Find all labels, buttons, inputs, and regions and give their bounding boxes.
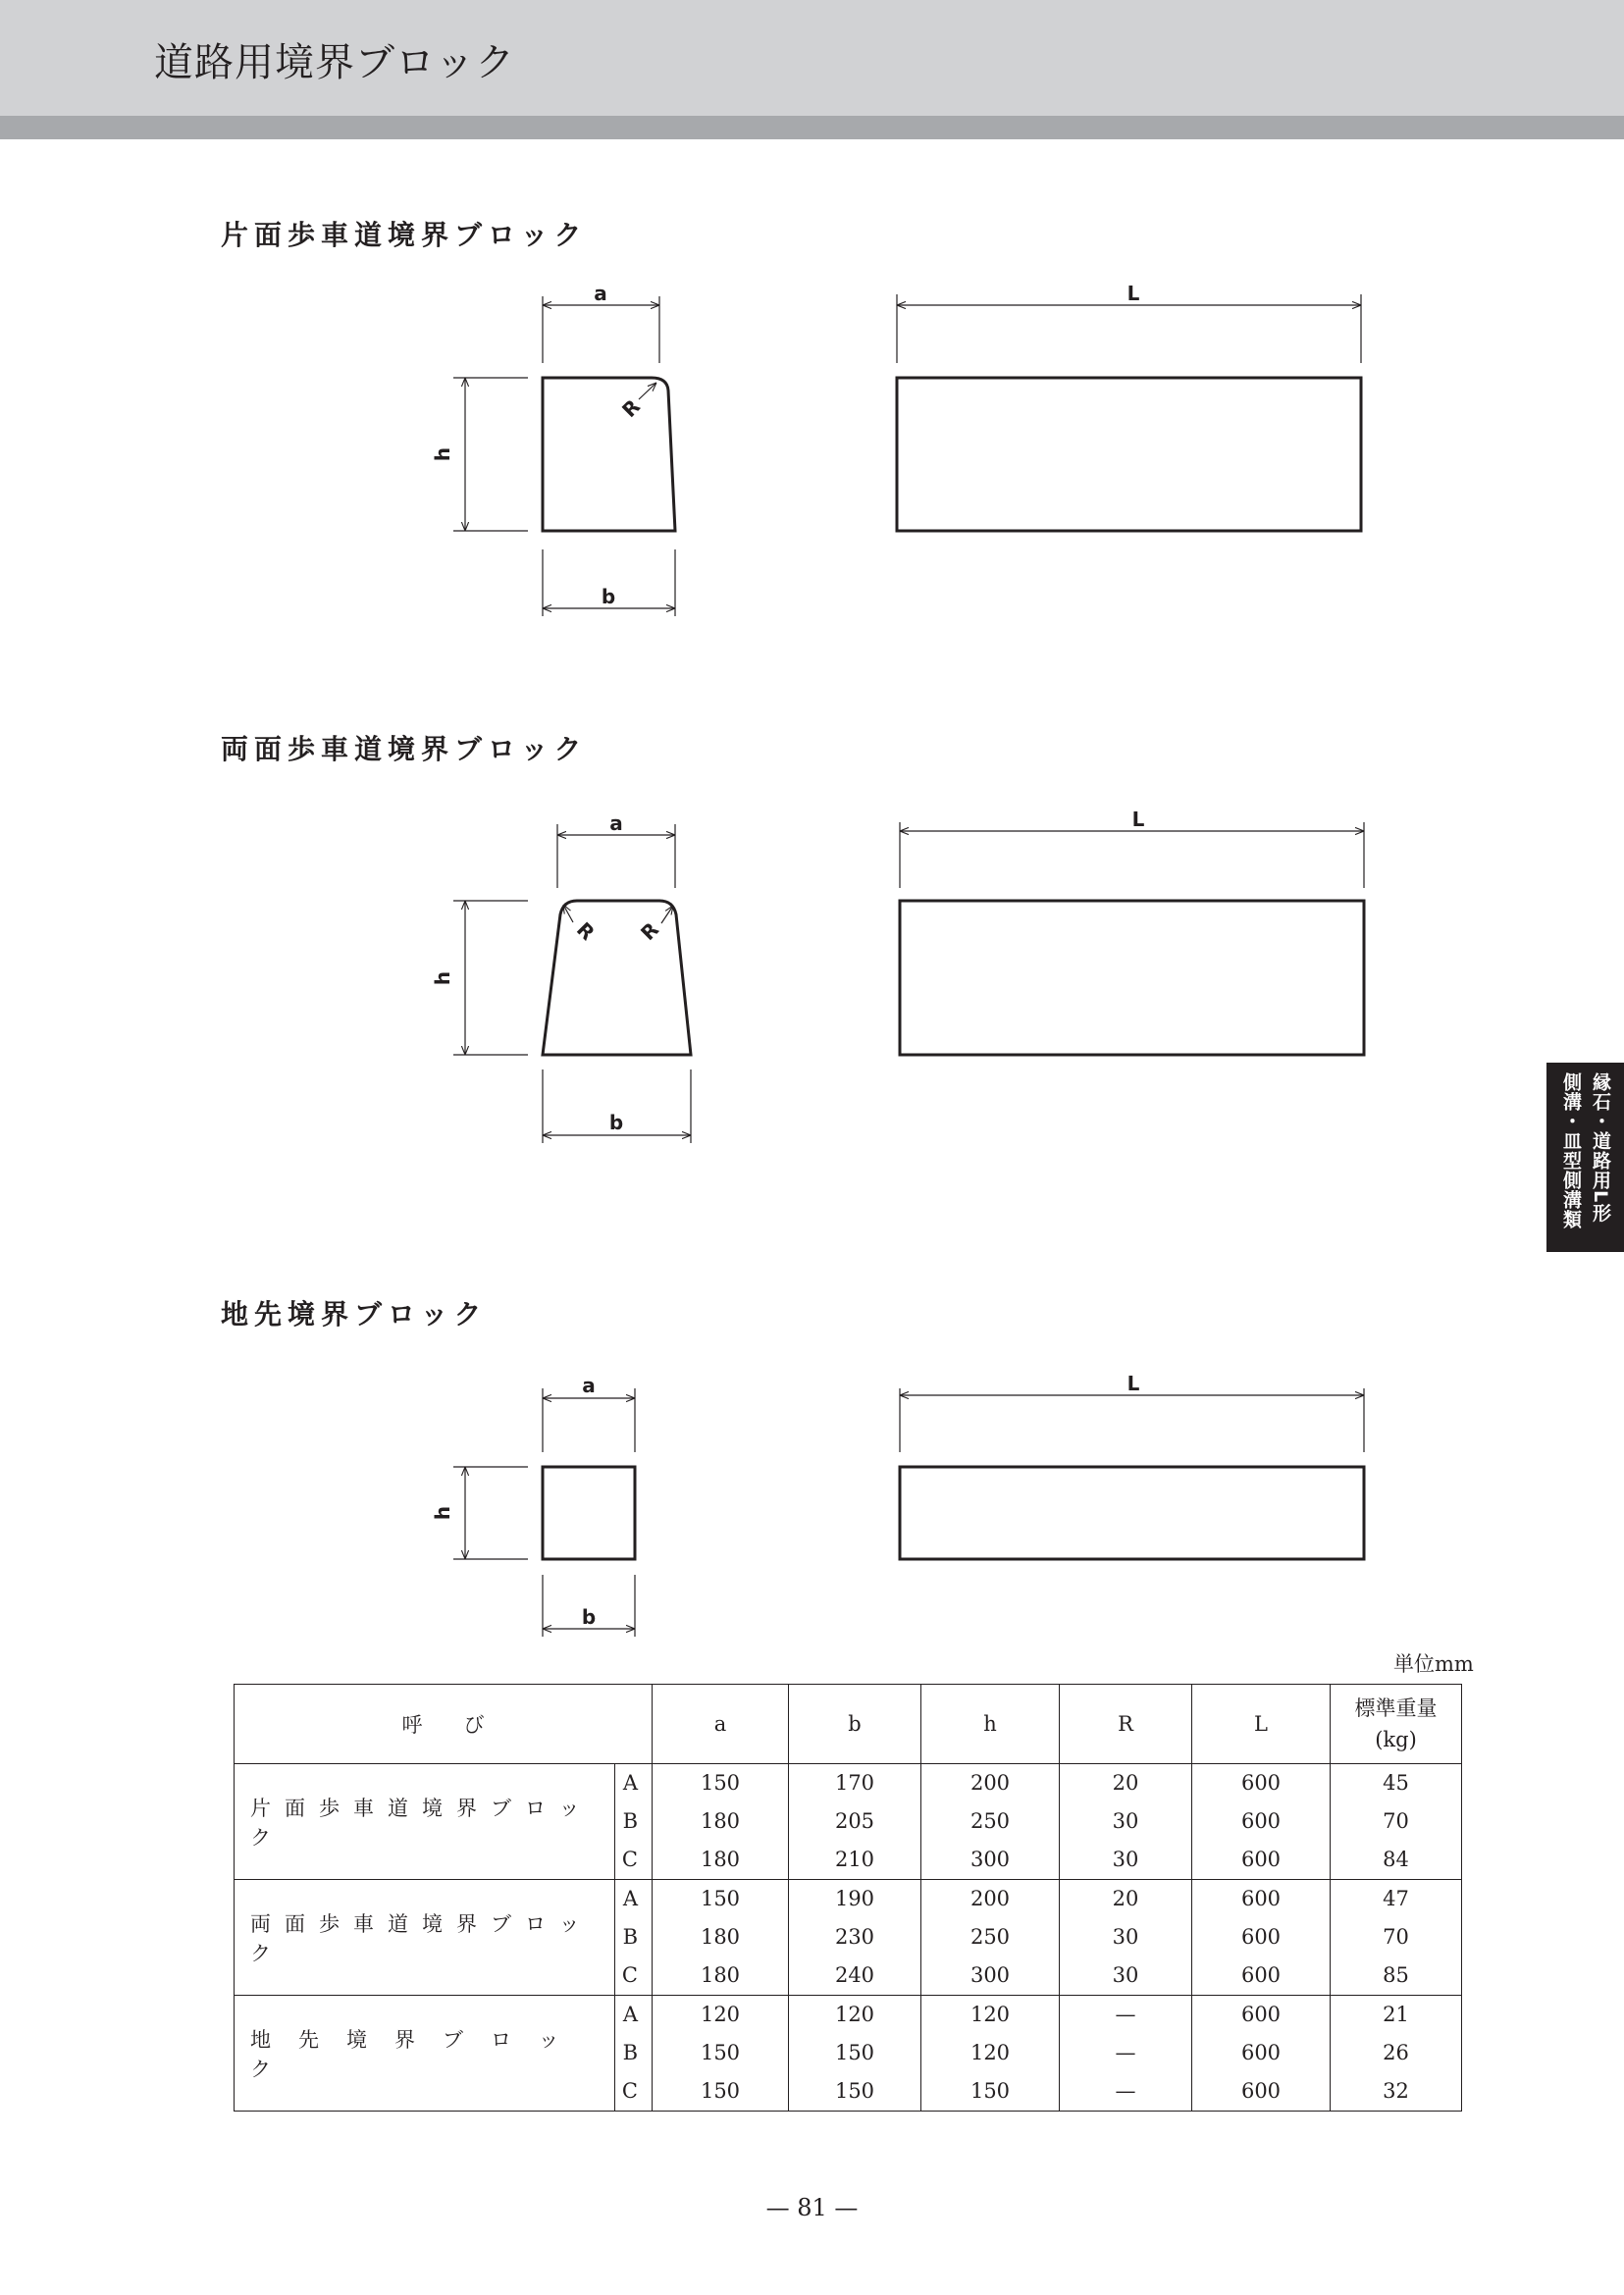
boundary-section: [543, 1467, 635, 1559]
double-sided-radius-arrow-right: [661, 906, 673, 923]
row-name: 片面歩車道境界ブロック: [235, 1764, 615, 1880]
grade-cell: A: [622, 2003, 638, 2026]
value-cell: 180: [700, 1925, 741, 1949]
cell-L: [1192, 1764, 1331, 1880]
value-cell: 150: [700, 1887, 741, 1910]
cell-h: [921, 1764, 1060, 1880]
value-cell: 120: [969, 2041, 1011, 2064]
spec-table: [234, 1684, 1462, 2112]
label-a-2: a: [609, 811, 623, 835]
value-cell: 600: [1240, 1848, 1282, 1871]
label-b-1: b: [601, 585, 616, 608]
label-h-1: h: [431, 446, 454, 462]
cell-h: [921, 1996, 1060, 2112]
grade-cell: B: [622, 1925, 638, 1949]
value-cell: 600: [1240, 1771, 1282, 1795]
value-cell: —: [1115, 2041, 1136, 2064]
value-cell: 180: [700, 1963, 741, 1987]
label-R-1: R: [617, 394, 645, 422]
single-sided-radius-arrow: [639, 383, 656, 399]
value-cell: 150: [700, 1771, 741, 1795]
value-cell: 600: [1240, 1887, 1282, 1910]
drawing-boundary: [453, 1388, 1364, 1637]
grade-cell: C: [621, 2079, 638, 2103]
value-cell: 20: [1112, 1887, 1139, 1910]
value-cell: 150: [834, 2041, 875, 2064]
header-weight-unit: (kg): [1375, 1728, 1417, 1751]
side-tab-line1: 縁石・道路用L形: [1590, 1072, 1611, 1224]
cell-weight: [1331, 1764, 1462, 1880]
value-cell: 600: [1240, 2079, 1282, 2103]
value-cell: 120: [700, 2003, 741, 2026]
header-weight-label: 標準重量: [1354, 1696, 1438, 1720]
label-L-1: L: [1126, 282, 1140, 305]
value-cell: —: [1115, 2003, 1136, 2026]
value-cell: 180: [700, 1809, 741, 1833]
value-cell: 150: [700, 2041, 741, 2064]
value-cell: —: [1115, 2079, 1136, 2103]
cell-a: [653, 1996, 789, 2112]
value-cell: 70: [1383, 1925, 1409, 1949]
grade-cell: B: [622, 1809, 638, 1833]
value-cell: 26: [1383, 2041, 1409, 2064]
cell-R: [1060, 1764, 1192, 1880]
section-heading-double-sided: 両面歩車道境界ブロック: [221, 733, 588, 765]
value-cell: 205: [834, 1809, 875, 1833]
value-cell: 85: [1383, 1963, 1409, 1987]
label-R-2b: R: [636, 917, 663, 945]
value-cell: 20: [1112, 1771, 1139, 1795]
cell-R: [1060, 1996, 1192, 2112]
value-cell: 84: [1383, 1848, 1409, 1871]
grade-cell: A: [622, 1887, 638, 1910]
value-cell: 47: [1383, 1887, 1409, 1910]
grade-cell: B: [622, 2041, 638, 2064]
cell-a: [653, 1764, 789, 1880]
boundary-side-view: [900, 1467, 1364, 1559]
label-b-2: b: [608, 1111, 624, 1134]
header-R: R: [1060, 1685, 1192, 1764]
header-b: b: [789, 1685, 921, 1764]
value-cell: 600: [1240, 2041, 1282, 2064]
side-index-tab[interactable]: [1546, 1063, 1624, 1252]
drawing-double-sided: [453, 822, 1364, 1143]
header-L: L: [1192, 1685, 1331, 1764]
section-heading-single-sided: 片面歩車道境界ブロック: [221, 219, 588, 251]
label-a-3: a: [582, 1374, 596, 1397]
section-heading-boundary: 地先境界ブロック: [221, 1298, 488, 1330]
page-number: — 81 —: [765, 2194, 859, 2221]
value-cell: 250: [969, 1925, 1011, 1949]
value-cell: 600: [1240, 1963, 1282, 1987]
table-header-row: [235, 1685, 1462, 1764]
double-sided-side-view: [900, 901, 1364, 1055]
label-h-3: h: [431, 1505, 454, 1521]
header-a: a: [653, 1685, 789, 1764]
double-sided-section: [543, 901, 691, 1055]
label-b-3: b: [581, 1605, 597, 1629]
single-sided-section: [543, 378, 675, 531]
value-cell: 600: [1240, 1809, 1282, 1833]
value-cell: 180: [700, 1848, 741, 1871]
cell-weight: [1331, 1880, 1462, 1996]
value-cell: 70: [1383, 1809, 1409, 1833]
cell-a: [653, 1880, 789, 1996]
label-L-3: L: [1126, 1372, 1140, 1395]
value-cell: 30: [1112, 1809, 1139, 1833]
row-name: 地先境界ブロック: [235, 1996, 615, 2112]
cell-R: [1060, 1880, 1192, 1996]
label-R-2a: R: [572, 917, 600, 945]
value-cell: 240: [834, 1963, 875, 1987]
value-cell: 150: [834, 2079, 875, 2103]
value-cell: 230: [834, 1925, 875, 1949]
row-name: 両面歩車道境界ブロック: [235, 1880, 615, 1996]
value-cell: 120: [969, 2003, 1011, 2026]
value-cell: 200: [969, 1887, 1011, 1910]
table-row-group-boundary: [235, 1996, 1462, 2112]
label-L-2: L: [1131, 808, 1145, 831]
side-tab-line2: 側溝・皿型側溝類: [1560, 1072, 1582, 1229]
unit-label: 単位mm: [1393, 1652, 1474, 1676]
value-cell: 600: [1240, 2003, 1282, 2026]
value-cell: 190: [834, 1887, 875, 1910]
header-weight: [1331, 1685, 1462, 1764]
value-cell: 30: [1112, 1963, 1139, 1987]
value-cell: 120: [834, 2003, 875, 2026]
double-sided-radius-arrow-left: [563, 905, 573, 922]
value-cell: 170: [834, 1771, 875, 1795]
value-cell: 200: [969, 1771, 1011, 1795]
drawing-single-sided: [453, 294, 1361, 616]
row-grades: [615, 1996, 653, 2112]
value-cell: 30: [1112, 1925, 1139, 1949]
cell-L: [1192, 1880, 1331, 1996]
value-cell: 21: [1383, 2003, 1409, 2026]
cell-b: [789, 1764, 921, 1880]
label-a-1: a: [594, 282, 607, 305]
row-grades: [615, 1764, 653, 1880]
cell-b: [789, 1880, 921, 1996]
page-title: 道路用境界ブロック: [154, 40, 516, 85]
grade-cell: C: [621, 1848, 638, 1871]
row-grades: [615, 1880, 653, 1996]
cell-weight: [1331, 1996, 1462, 2112]
label-h-2: h: [431, 970, 454, 986]
value-cell: 150: [700, 2079, 741, 2103]
single-sided-side-view: [897, 378, 1361, 531]
value-cell: 250: [969, 1809, 1011, 1833]
value-cell: 600: [1240, 1925, 1282, 1949]
grade-cell: C: [621, 1963, 638, 1987]
cell-L: [1192, 1996, 1331, 2112]
value-cell: 45: [1383, 1771, 1409, 1795]
value-cell: 30: [1112, 1848, 1139, 1871]
table-row-group-double-sided: [235, 1880, 1462, 1996]
table-row-group-single-sided: [235, 1764, 1462, 1880]
cell-b: [789, 1996, 921, 2112]
header-h: h: [921, 1685, 1060, 1764]
value-cell: 300: [969, 1848, 1011, 1871]
value-cell: 150: [969, 2079, 1011, 2103]
cell-h: [921, 1880, 1060, 1996]
grade-cell: A: [622, 1771, 638, 1795]
header-name: 呼 び: [235, 1685, 653, 1764]
value-cell: 210: [834, 1848, 875, 1871]
value-cell: 300: [969, 1963, 1011, 1987]
value-cell: 32: [1383, 2079, 1409, 2103]
